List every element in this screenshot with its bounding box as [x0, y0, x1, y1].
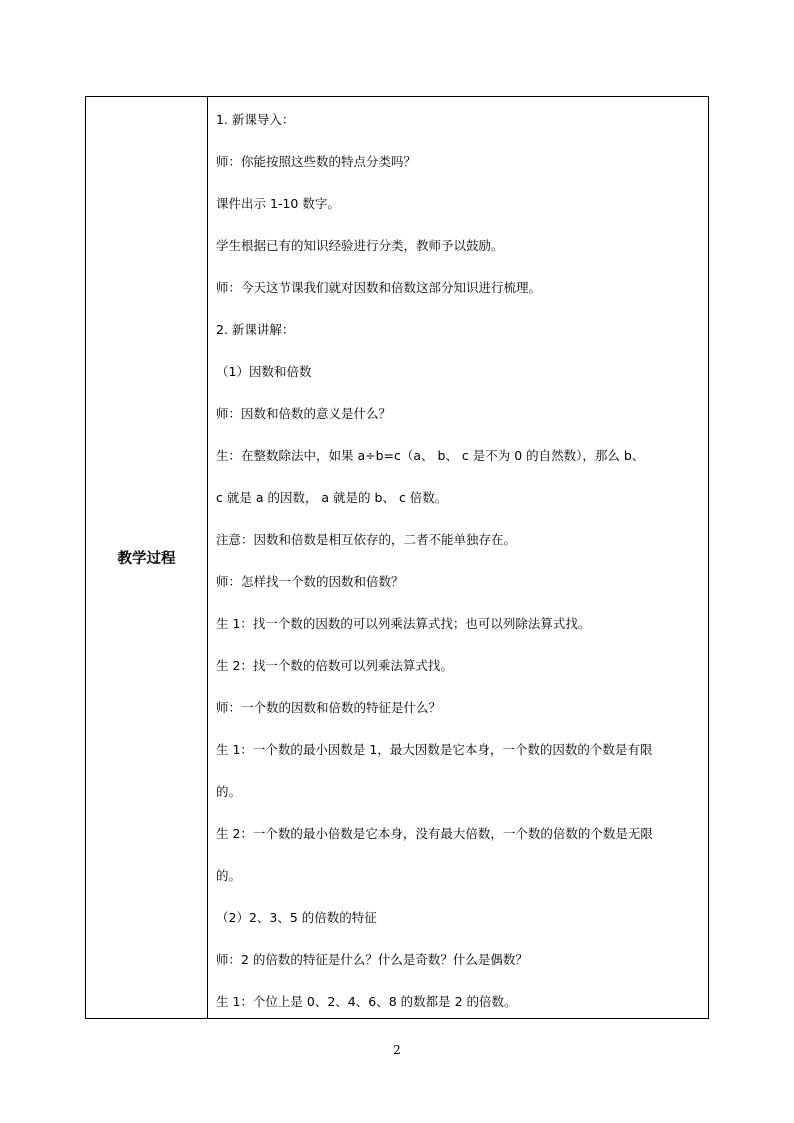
- content-line: 的。: [216, 784, 242, 799]
- content-line: 师：2 的倍数的特征是什么？什么是奇数？什么是偶数？: [216, 952, 528, 967]
- content-line: （1）因数和倍数: [216, 364, 312, 379]
- content-line: 师：因数和倍数的意义是什么？: [216, 406, 392, 421]
- content-line: （2）2、3、5 的倍数的特征: [216, 910, 377, 925]
- content-line: 生 1：一个数的最小因数是 1，最大因数是它本身，一个数的因数的个数是有限: [216, 742, 653, 757]
- content-line: 师：一个数的因数和倍数的特征是什么？: [216, 700, 442, 715]
- content-line: 注意：因数和倍数是相互依存的，二者不能单独存在。: [216, 532, 517, 547]
- page-number: 2: [393, 1043, 401, 1057]
- content-line: 学生根据已有的知识经验进行分类，教师予以鼓励。: [216, 238, 504, 253]
- lesson-plan-table: [85, 96, 709, 1019]
- content-line: 生 1：找一个数的因数的可以列乘法算式找；也可以列除法算式找。: [216, 616, 591, 631]
- content-line: 师：今天这节课我们就对因数和倍数这部分知识进行梳理。: [216, 280, 542, 295]
- content-line: 师：你能按照这些数的特点分类吗？: [216, 154, 417, 169]
- content-line: 1. 新课导入：: [216, 112, 295, 127]
- content-line: 2. 新课讲解：: [216, 322, 295, 337]
- content-line: 的。: [216, 868, 242, 883]
- content-line: 生 1：个位上是 0、2、4、6、8 的数都是 2 的倍数。: [216, 994, 517, 1009]
- section-content-cell: [208, 97, 708, 1018]
- content-line: 师：怎样找一个数的因数和倍数？: [216, 574, 404, 589]
- content-lines: [216, 111, 704, 1035]
- content-line: 生：在整数除法中，如果 a÷b=c（a、 b、 c 是不为 0 的自然数），那么 b、: [216, 448, 645, 463]
- content-line: c 就是 a 的因数， a 就是的 b、 c 倍数。: [216, 490, 448, 505]
- content-line: 课件出示 1-10 数字。: [216, 196, 340, 211]
- section-label-cell: [86, 97, 208, 1018]
- content-line: 生 2：一个数的最小倍数是它本身，没有最大倍数，一个数的倍数的个数是无限: [216, 826, 653, 841]
- content-line: 生 2：找一个数的倍数可以列乘法算式找。: [216, 658, 453, 673]
- section-label: 教学过程: [117, 551, 176, 567]
